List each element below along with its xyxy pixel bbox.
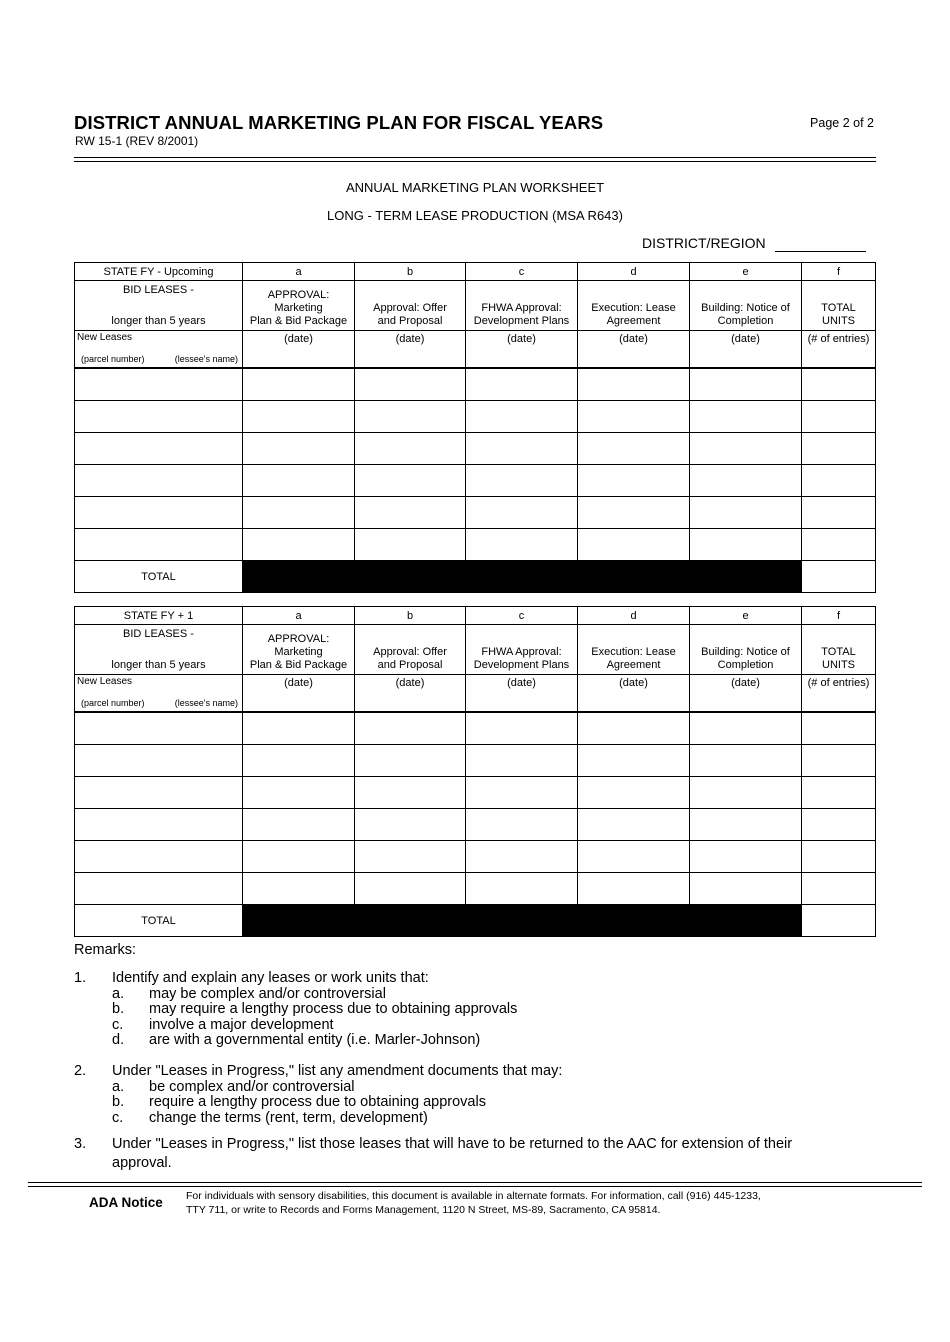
col-header-line: Marketing — [274, 646, 323, 658]
subitem-letter: a. — [112, 985, 125, 1002]
col-header-line: TOTAL — [821, 302, 856, 314]
col-header-line: Marketing — [274, 302, 323, 314]
worksheet-title: ANNUAL MARKETING PLAN WORKSHEET — [345, 180, 605, 195]
col-letter: c — [466, 607, 578, 625]
entry-cell[interactable] — [578, 465, 690, 497]
entry-cell[interactable] — [75, 497, 243, 529]
entry-cell[interactable] — [355, 529, 466, 561]
col-letter: c — [466, 263, 578, 281]
col-letter: f — [802, 607, 876, 625]
table-row — [75, 873, 876, 905]
entry-cell[interactable] — [802, 433, 876, 465]
entry-cell[interactable] — [243, 809, 355, 841]
entry-cell[interactable] — [243, 433, 355, 465]
col-header-line: FHWA Approval: — [481, 302, 562, 314]
col-letter: b — [355, 607, 466, 625]
entry-cell[interactable] — [355, 401, 466, 433]
entry-cell[interactable] — [578, 497, 690, 529]
date-label: (date) — [395, 677, 425, 689]
date-label: (date) — [395, 333, 425, 345]
entry-cell[interactable] — [802, 873, 876, 905]
remark-number: 3. — [74, 1136, 87, 1152]
col-header-line: Building: Notice of — [701, 646, 790, 658]
entry-cell[interactable] — [802, 809, 876, 841]
table-row — [75, 497, 876, 529]
entry-cell[interactable] — [466, 809, 578, 841]
col-header-line: Development Plans — [473, 659, 570, 671]
entry-cell[interactable] — [243, 777, 355, 809]
entry-cell[interactable] — [355, 712, 466, 745]
document-title: DISTRICT ANNUAL MARKETING PLAN FOR FISCAL YEARS — [74, 112, 604, 133]
col-header-f — [802, 625, 876, 675]
form-number: RW 15-1 (REV 8/2001) — [75, 134, 199, 148]
header-rule-bottom — [74, 161, 876, 162]
new-leases-cell — [75, 331, 243, 369]
entry-cell[interactable] — [466, 401, 578, 433]
col-header-e — [690, 281, 802, 331]
col-header-line: Execution: Lease — [591, 302, 676, 314]
date-label: (date) — [731, 333, 760, 345]
ada-notice-line: For individuals with sensory disabilities, this document is available in alternate formats. For information, call (916) 445-1233, — [186, 1190, 761, 1202]
entry-cell[interactable] — [466, 712, 578, 745]
district-region-label: DISTRICT/REGION — [642, 235, 766, 251]
col-header-f — [802, 281, 876, 331]
worksheet-table-upcoming — [74, 262, 876, 593]
blacked-out-area — [243, 561, 802, 593]
remark-text-continued: approval. — [112, 1155, 172, 1171]
entry-cell[interactable] — [243, 712, 355, 745]
col-header-line: Plan & Bid Package — [249, 659, 348, 671]
entry-cell[interactable] — [243, 465, 355, 497]
bid-leases-header — [75, 625, 243, 675]
entry-cell[interactable] — [75, 745, 243, 777]
entry-cell[interactable] — [690, 465, 802, 497]
entry-cell[interactable] — [578, 401, 690, 433]
date-label: (date) — [507, 677, 536, 689]
new-leases-cell — [75, 675, 243, 713]
entry-cell[interactable] — [690, 841, 802, 873]
remark-text: Under "Leases in Progress," list those leases that will have to be returned to the AAC for extension of their — [112, 1136, 793, 1152]
entry-cell[interactable] — [355, 841, 466, 873]
entries-label: (# of entries) — [807, 333, 870, 345]
entry-cell[interactable] — [355, 465, 466, 497]
remark-item-1 — [74, 971, 894, 1051]
entry-cell[interactable] — [75, 529, 243, 561]
col-header-line: FHWA Approval: — [481, 646, 562, 658]
col-header-line: and Proposal — [377, 315, 443, 327]
blacked-out-area — [243, 905, 802, 937]
header-rule-top — [74, 157, 876, 158]
date-label: (date) — [619, 677, 648, 689]
entry-cell[interactable] — [75, 809, 243, 841]
entry-cell[interactable] — [355, 368, 466, 401]
remark-number: 1. — [74, 970, 87, 986]
entry-cell[interactable] — [466, 745, 578, 777]
new-leases-label: New Leases — [77, 676, 133, 687]
col-header-line: Agreement — [606, 315, 661, 327]
col-letter: d — [578, 607, 690, 625]
total-label: TOTAL — [75, 905, 243, 937]
date-label: (date) — [284, 333, 313, 345]
table-row — [75, 809, 876, 841]
date-label: (date) — [507, 333, 536, 345]
entry-cell[interactable] — [690, 777, 802, 809]
col-header-line: Completion — [717, 315, 774, 327]
col-letter: e — [690, 263, 802, 281]
worksheet-table-fy-plus-1 — [74, 606, 876, 937]
entry-cell[interactable] — [578, 712, 690, 745]
col-letter: f — [802, 263, 876, 281]
page-number: Page 2 of 2 — [810, 116, 874, 130]
entry-cell[interactable] — [802, 401, 876, 433]
entry-cell[interactable] — [75, 401, 243, 433]
entries-label: (# of entries) — [807, 677, 870, 689]
col-header-line: Execution: Lease — [591, 646, 676, 658]
subitem-letter: b. — [112, 1094, 125, 1110]
table-row — [75, 712, 876, 745]
lessee-name-label: (lessee's name) — [174, 698, 238, 708]
total-units-cell[interactable] — [802, 561, 876, 593]
entry-cell[interactable] — [578, 433, 690, 465]
entry-cell[interactable] — [802, 745, 876, 777]
entry-cell[interactable] — [690, 529, 802, 561]
district-region-field[interactable] — [775, 251, 866, 252]
col-letter: d — [578, 263, 690, 281]
subitem-text: may be complex and/or controversial — [149, 985, 386, 1002]
date-label: (date) — [731, 677, 760, 689]
entry-cell[interactable] — [690, 745, 802, 777]
table-row — [75, 433, 876, 465]
subitem-text: require a lengthy process due to obtaining approvals — [149, 1094, 486, 1110]
entry-cell[interactable] — [802, 497, 876, 529]
total-row — [75, 905, 876, 937]
col-header-line: Agreement — [606, 659, 661, 671]
entry-cell[interactable] — [355, 777, 466, 809]
col-header-c — [466, 281, 578, 331]
bid-leases-label: BID LEASES - — [123, 628, 194, 640]
entry-cell[interactable] — [243, 368, 355, 401]
entry-cell[interactable] — [243, 529, 355, 561]
col-header-line: UNITS — [822, 315, 855, 327]
worksheet-subtitle: LONG - TERM LEASE PRODUCTION (MSA R643) — [327, 208, 623, 223]
subitem-letter: c. — [112, 1109, 124, 1126]
col-header-line: APPROVAL: — [267, 633, 330, 645]
table-row — [75, 841, 876, 873]
col-letter: b — [355, 263, 466, 281]
lessee-name-label: (lessee's name) — [174, 354, 238, 364]
col-header-b — [355, 625, 466, 675]
entry-cell[interactable] — [690, 497, 802, 529]
col-header-e — [690, 625, 802, 675]
remark-number: 2. — [74, 1063, 87, 1079]
parcel-number-label: (parcel number) — [81, 354, 145, 364]
table-row — [75, 401, 876, 433]
entry-cell[interactable] — [466, 873, 578, 905]
col-letter: a — [243, 263, 355, 281]
entry-cell[interactable] — [466, 529, 578, 561]
col-header-a — [243, 625, 355, 675]
entry-cell[interactable] — [243, 841, 355, 873]
entry-cell[interactable] — [75, 712, 243, 745]
entry-cell[interactable] — [802, 465, 876, 497]
remark-item-2 — [74, 1064, 894, 1128]
ada-notice-line: TTY 711, or write to Records and Forms Management, 1120 N Street, MS-89, Sacramento, CA 95814. — [186, 1204, 661, 1216]
subitem-text: are with a governmental entity (i.e. Marler-Johnson) — [149, 1032, 481, 1048]
total-units-cell[interactable] — [802, 905, 876, 937]
col-header-line: Approval: Offer — [373, 302, 447, 314]
parcel-number-label: (parcel number) — [81, 698, 145, 708]
entry-cell[interactable] — [690, 401, 802, 433]
entry-cell[interactable] — [690, 368, 802, 401]
entry-cell[interactable] — [578, 809, 690, 841]
entry-cell[interactable] — [578, 529, 690, 561]
bid-leases-header — [75, 281, 243, 331]
entry-cell[interactable] — [75, 777, 243, 809]
ada-notice-text — [186, 1189, 761, 1217]
entry-cell[interactable] — [802, 777, 876, 809]
date-label: (date) — [284, 677, 313, 689]
entry-cell[interactable] — [802, 529, 876, 561]
entry-cell[interactable] — [466, 497, 578, 529]
col-header-line: UNITS — [822, 659, 855, 671]
bid-leases-label: BID LEASES - — [123, 284, 194, 296]
entry-cell[interactable] — [75, 841, 243, 873]
entry-cell[interactable] — [466, 368, 578, 401]
subitem-text: may require a lengthy process due to obtaining approvals — [149, 1001, 518, 1017]
table-row — [75, 368, 876, 401]
entry-cell[interactable] — [355, 745, 466, 777]
table-row — [75, 745, 876, 777]
entry-cell[interactable] — [75, 368, 243, 401]
table-row — [75, 465, 876, 497]
footer-rule-bottom — [28, 1186, 922, 1187]
entry-cell[interactable] — [355, 433, 466, 465]
entry-cell[interactable] — [578, 368, 690, 401]
entry-cell[interactable] — [243, 401, 355, 433]
date-label: (date) — [619, 333, 648, 345]
col-header-b — [355, 281, 466, 331]
col-header-line: Plan & Bid Package — [249, 315, 348, 327]
subitem-letter: a. — [112, 1078, 125, 1095]
entry-cell[interactable] — [578, 777, 690, 809]
table-row — [75, 529, 876, 561]
col-letter: e — [690, 607, 802, 625]
fy-label: STATE FY - Upcoming — [75, 263, 243, 281]
subitem-text: involve a major development — [149, 1016, 334, 1033]
col-header-line: Completion — [717, 659, 774, 671]
col-header-line: TOTAL — [821, 646, 856, 658]
entry-cell[interactable] — [466, 777, 578, 809]
subitem-letter: b. — [112, 1001, 125, 1017]
entry-cell[interactable] — [75, 873, 243, 905]
entry-cell[interactable] — [355, 497, 466, 529]
col-header-d — [578, 625, 690, 675]
entry-cell[interactable] — [802, 841, 876, 873]
entry-cell[interactable] — [466, 433, 578, 465]
subitem-text: change the terms (rent, term, development) — [149, 1109, 428, 1126]
remark-item-3 — [74, 1137, 894, 1177]
entry-cell[interactable] — [578, 841, 690, 873]
total-row — [75, 561, 876, 593]
col-header-a — [243, 281, 355, 331]
entry-cell[interactable] — [75, 465, 243, 497]
longer-than-label: longer than 5 years — [111, 315, 206, 327]
entry-cell[interactable] — [75, 433, 243, 465]
col-header-line: APPROVAL: — [267, 289, 330, 301]
entry-cell[interactable] — [802, 368, 876, 401]
entry-cell[interactable] — [802, 712, 876, 745]
col-header-line: Development Plans — [473, 315, 570, 327]
col-header-line: Building: Notice of — [701, 302, 790, 314]
entry-cell[interactable] — [466, 465, 578, 497]
remark-text: Identify and explain any leases or work units that: — [112, 970, 429, 986]
entry-cell[interactable] — [355, 873, 466, 905]
fy-label: STATE FY + 1 — [75, 607, 243, 625]
table-row — [75, 777, 876, 809]
subitem-letter: c. — [112, 1016, 124, 1033]
entry-cell[interactable] — [243, 873, 355, 905]
entry-cell[interactable] — [578, 873, 690, 905]
entry-cell[interactable] — [355, 809, 466, 841]
total-label: TOTAL — [75, 561, 243, 593]
col-header-line: and Proposal — [377, 659, 443, 671]
entry-cell[interactable] — [578, 745, 690, 777]
footer-rule-top — [28, 1182, 922, 1183]
new-leases-label: New Leases — [77, 332, 133, 343]
col-header-c — [466, 625, 578, 675]
entry-cell[interactable] — [243, 497, 355, 529]
entry-cell[interactable] — [243, 745, 355, 777]
entry-cell[interactable] — [690, 712, 802, 745]
subitem-letter: d. — [112, 1032, 125, 1048]
col-header-d — [578, 281, 690, 331]
entry-cell[interactable] — [466, 841, 578, 873]
remarks-label: Remarks: — [74, 942, 137, 958]
remark-text: Under "Leases in Progress," list any amendment documents that may: — [112, 1063, 563, 1079]
col-letter: a — [243, 607, 355, 625]
subitem-text: be complex and/or controversial — [149, 1078, 355, 1095]
entry-cell[interactable] — [690, 433, 802, 465]
ada-notice-label: ADA Notice — [89, 1195, 163, 1210]
entry-cell[interactable] — [690, 809, 802, 841]
longer-than-label: longer than 5 years — [111, 659, 206, 671]
entry-cell[interactable] — [690, 873, 802, 905]
col-header-line: Approval: Offer — [373, 646, 447, 658]
